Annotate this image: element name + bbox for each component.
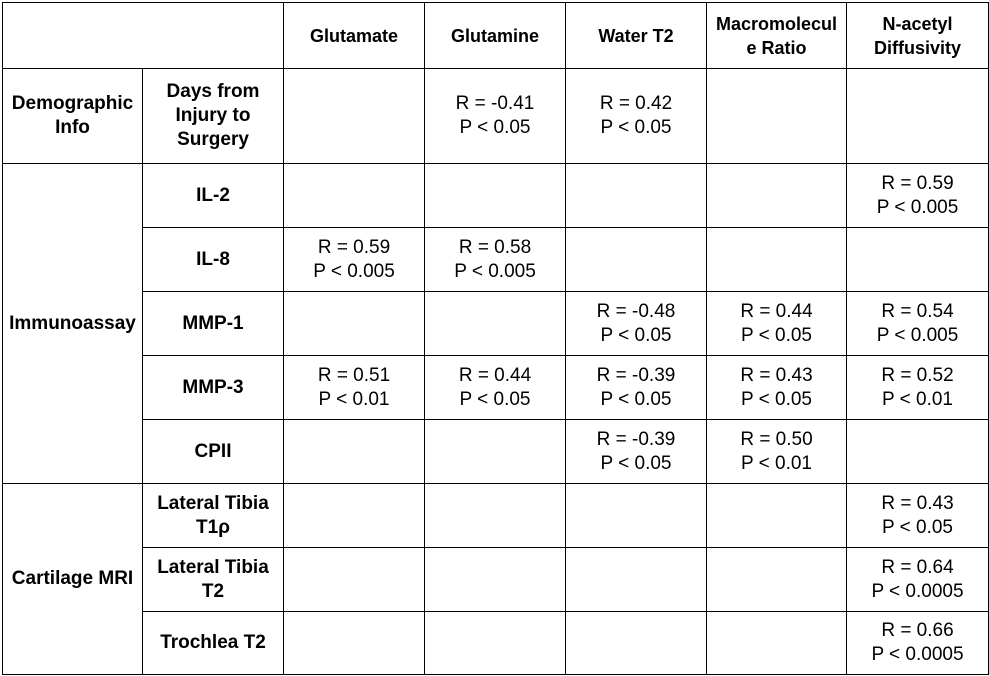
data-cell: R = 0.58 P < 0.005: [425, 228, 566, 292]
data-cell: [566, 612, 707, 675]
group-label-immunoassay: Immunoassay: [3, 164, 143, 484]
table-row: [3, 420, 989, 484]
column-header-glutamate: Glutamate: [284, 3, 425, 69]
table-row: [3, 69, 989, 164]
data-cell: R = -0.41 P < 0.05: [425, 69, 566, 164]
data-cell: R = 0.42 P < 0.05: [566, 69, 707, 164]
data-cell: R = -0.39 P < 0.05: [566, 420, 707, 484]
data-cell: [707, 228, 847, 292]
column-header-water-t2: Water T2: [566, 3, 707, 69]
data-cell: [707, 612, 847, 675]
data-cell: R = 0.43 P < 0.05: [707, 356, 847, 420]
row-label-mmp-3: MMP-3: [143, 356, 284, 420]
header-corner-cell: [3, 3, 284, 69]
data-cell: R = -0.48 P < 0.05: [566, 292, 707, 356]
data-cell: [707, 548, 847, 612]
data-cell: [847, 69, 989, 164]
data-cell: [284, 69, 425, 164]
table-row: [3, 356, 989, 420]
data-cell: R = 0.51 P < 0.01: [284, 356, 425, 420]
data-cell: [284, 548, 425, 612]
data-cell: [284, 612, 425, 675]
data-cell: R = 0.64 P < 0.0005: [847, 548, 989, 612]
table-row: [3, 228, 989, 292]
table-row: [3, 164, 989, 228]
data-cell: [847, 420, 989, 484]
data-cell: [707, 164, 847, 228]
data-cell: R = 0.43 P < 0.05: [847, 484, 989, 548]
data-cell: R = 0.52 P < 0.01: [847, 356, 989, 420]
row-label-mmp-1: MMP-1: [143, 292, 284, 356]
data-cell: [425, 612, 566, 675]
data-cell: [425, 164, 566, 228]
data-cell: R = 0.59 P < 0.005: [847, 164, 989, 228]
data-cell: [425, 420, 566, 484]
data-cell: R = 0.66 P < 0.0005: [847, 612, 989, 675]
data-cell: [707, 484, 847, 548]
group-label-demographic: Demographic Info: [3, 69, 143, 164]
column-header-macromolecule-ratio: Macromolecul e Ratio: [707, 3, 847, 69]
data-cell: [566, 228, 707, 292]
data-cell: [284, 292, 425, 356]
data-cell: [425, 548, 566, 612]
data-cell: [566, 548, 707, 612]
correlation-table: [2, 2, 989, 675]
data-cell: R = 0.50 P < 0.01: [707, 420, 847, 484]
column-header-n-acetyl-diffusivity: N-acetyl Diffusivity: [847, 3, 989, 69]
row-label-days-from-injury: Days from Injury to Surgery: [143, 69, 284, 164]
table-row: [3, 612, 989, 675]
table-row: [3, 548, 989, 612]
row-label-il-2: IL-2: [143, 164, 284, 228]
data-cell: [284, 484, 425, 548]
data-cell: R = 0.59 P < 0.005: [284, 228, 425, 292]
header-row: [3, 3, 989, 69]
group-label-cartilage-mri: Cartilage MRI: [3, 484, 143, 675]
data-cell: [707, 69, 847, 164]
data-cell: [284, 164, 425, 228]
column-header-glutamine: Glutamine: [425, 3, 566, 69]
data-cell: [284, 420, 425, 484]
data-cell: [425, 292, 566, 356]
table-row: [3, 484, 989, 548]
row-label-il-8: IL-8: [143, 228, 284, 292]
data-cell: R = 0.44 P < 0.05: [707, 292, 847, 356]
data-cell: [566, 484, 707, 548]
table-row: [3, 292, 989, 356]
row-label-cpii: CPII: [143, 420, 284, 484]
data-cell: R = 0.54 P < 0.005: [847, 292, 989, 356]
data-cell: R = 0.44 P < 0.05: [425, 356, 566, 420]
data-cell: R = -0.39 P < 0.05: [566, 356, 707, 420]
data-cell: [847, 228, 989, 292]
data-cell: [425, 484, 566, 548]
data-cell: [566, 164, 707, 228]
row-label-lateral-tibia-t1rho: Lateral Tibia T1ρ: [143, 484, 284, 548]
row-label-trochlea-t2: Trochlea T2: [143, 612, 284, 675]
row-label-lateral-tibia-t2: Lateral Tibia T2: [143, 548, 284, 612]
